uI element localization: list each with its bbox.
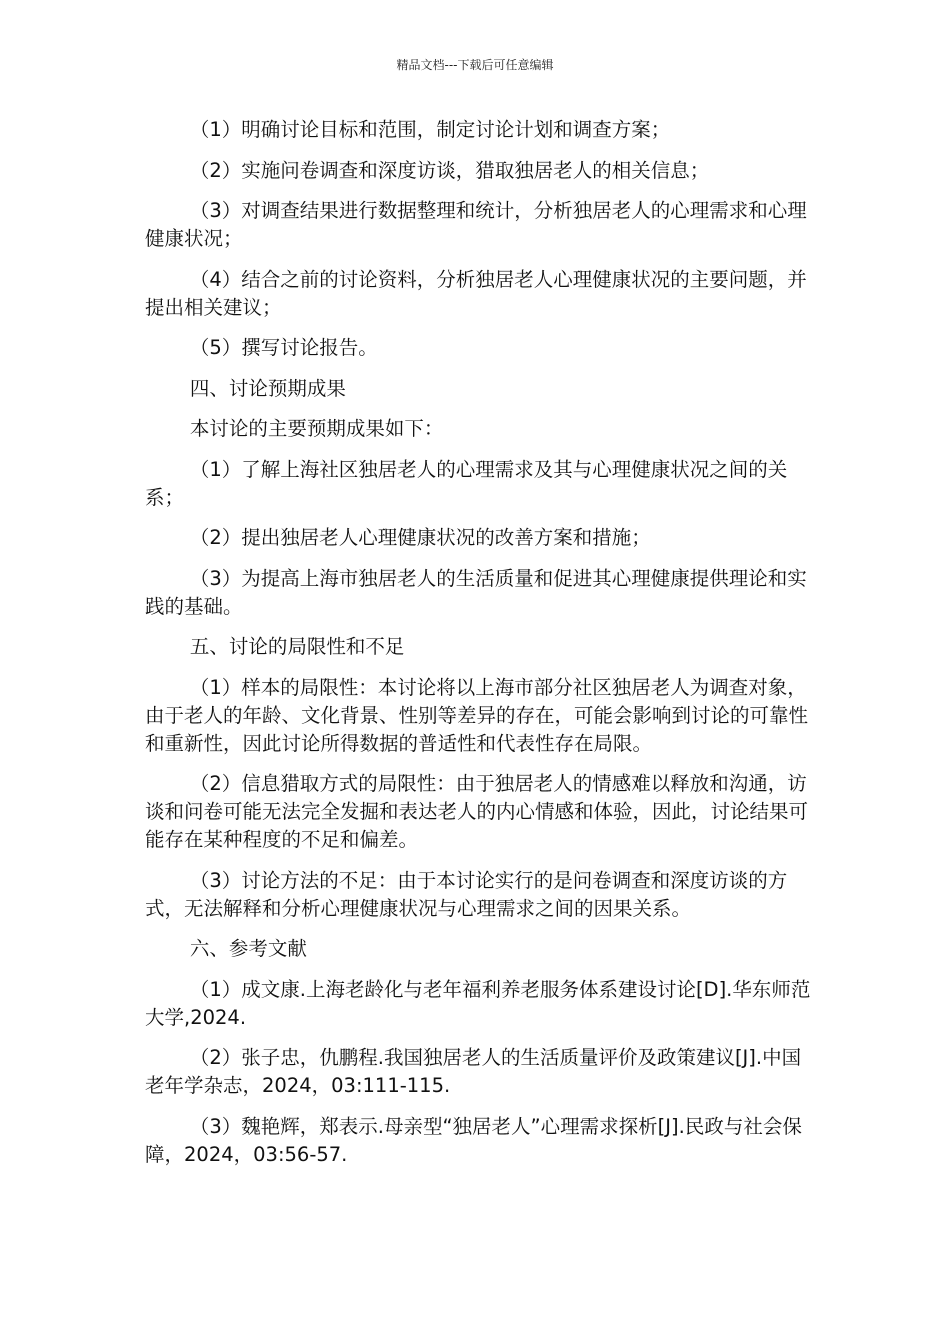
page-header: 精品文档---下载后可任意编辑 — [396, 58, 554, 72]
section-heading-references: 六、参考文献 — [189, 937, 307, 960]
plan-step-2: （2）实施问卷调查和深度访谈，猎取独居老人的相关信息； — [189, 158, 710, 182]
reference-3: （3）魏艳辉，郑表示.母亲型“独居老人”心理需求探析[J].民政与社会保障，2024，03:56-57. — [145, 1114, 802, 1166]
limitation-2: （2）信息猎取方式的局限性：由于独居老人的情感难以释放和沟通，访谈和问卷可能无法完全发掘和表达老人的内心情感和体验，因此，讨论结果可能存在某种程度的不足和偏差。 — [145, 772, 809, 851]
expected-result-1: （1）了解上海社区独居老人的心理需求及其与心理健康状况之间的关系； — [145, 457, 788, 509]
section-heading-limitations: 五、讨论的局限性和不足 — [189, 635, 405, 658]
document-body — [145, 116, 811, 1181]
expected-results-intro: 本讨论的主要预期成果如下： — [189, 417, 444, 440]
expected-result-2: （2）提出独居老人心理健康状况的改善方案和措施； — [189, 526, 651, 549]
reference-1: （1）成文康.上海老龄化与老年福利养老服务体系建设讨论[D].华东师范大学,2024. — [145, 977, 811, 1029]
reference-2: （2）张子忠，仇鹏程.我国独居老人的生活质量评价及政策建议[J].中国老年学杂志，2024，03:111-115. — [145, 1046, 802, 1097]
section-heading-expected-results: 四、讨论预期成果 — [189, 376, 346, 400]
plan-step-4: （4）结合之前的讨论资料，分析独居老人心理健康状况的主要问题，并提出相关建议； — [145, 267, 807, 319]
plan-step-1: （1）明确讨论目标和范围，制定讨论计划和调查方案； — [189, 118, 671, 141]
plan-step-5: （5）撰写讨论报告。 — [189, 336, 378, 359]
limitation-1: （1）样本的局限性：本讨论将以上海市部分社区独居老人为调查对象，由于老人的年龄、文化背景、性别等差异的存在，可能会影响到讨论的可靠性和重新性，因此讨论所得数据的普适性和代表性存在局限。 — [145, 675, 809, 755]
limitation-3: （3）讨论方法的不足：由于本讨论实行的是问卷调查和深度访谈的方式，无法解释和分析心理健康状况与心理需求之间的因果关系。 — [145, 868, 788, 920]
expected-result-3: （3）为提高上海市独居老人的生活质量和促进其心理健康提供理论和实践的基础。 — [145, 566, 807, 618]
plan-step-3: （3）对调查结果进行数据整理和统计，分析独居老人的心理需求和心理健康状况； — [145, 199, 807, 250]
